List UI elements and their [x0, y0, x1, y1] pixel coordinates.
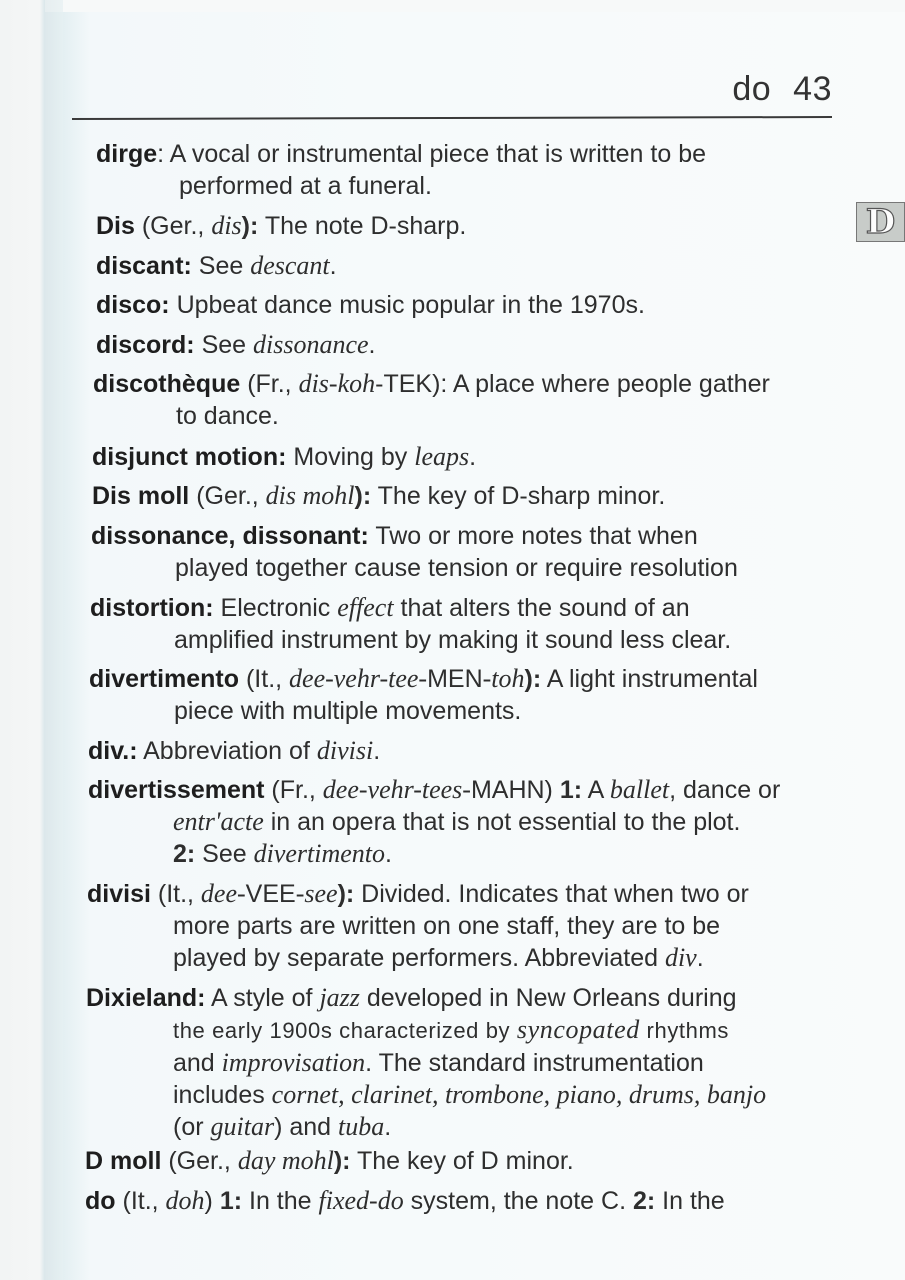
cross-reference: div [664, 943, 697, 972]
entry-term: dissonance, dissonant: [91, 522, 369, 550]
entry-definition-cont: and [173, 1049, 222, 1077]
entry-do [85, 1185, 725, 1217]
entry-definition: A [582, 776, 610, 804]
entry-definition: , dance or [669, 776, 781, 804]
punct: ): [333, 1147, 351, 1175]
entry-definition-cont: includes [173, 1081, 272, 1109]
entry-pronunciation-stress: MEN [427, 665, 483, 693]
entry-pronunciation-stress: -TEK): [375, 370, 448, 398]
entry-dissonance [91, 520, 738, 584]
entry-definition: The note D-sharp. [258, 212, 467, 240]
entry-disjunct-motion [92, 441, 476, 473]
entry-definition-cont: played together cause tension or require resolution [175, 554, 738, 582]
entry-definition: A style of [205, 984, 320, 1012]
sense-number: 2: [632, 1187, 656, 1215]
entry-definition-cont: amplified instrument by making it sound less clear. [174, 626, 732, 654]
entry-divertissement [88, 774, 780, 870]
entry-divertimento [89, 663, 758, 727]
entry-dis [96, 210, 466, 242]
guide-word: do [732, 70, 772, 108]
punct: . [696, 944, 704, 972]
entry-definition-cont: played by separate performers. Abbreviated [173, 944, 665, 972]
entry-div [88, 735, 380, 767]
cross-reference: syncopated [516, 1015, 640, 1044]
punct: ): [524, 665, 542, 693]
cross-reference: guitar [210, 1112, 275, 1141]
entry-definition: developed in New Orleans during [359, 984, 737, 1012]
entry-pronunciation: dee-vehr-tees- [322, 775, 471, 804]
entry-pronunciation: dis mohl [265, 481, 355, 510]
entry-dixieland [86, 982, 766, 1143]
entry-definition: Moving by [286, 443, 415, 471]
entry-definition: See [191, 252, 251, 280]
entry-definition-cont: the early 1900s characterized by [173, 1018, 517, 1043]
entry-discant [96, 250, 337, 282]
punct: ): [337, 880, 355, 908]
entry-definition: that alters the sound of an [393, 594, 690, 622]
entry-definition: In the [655, 1187, 725, 1215]
punct: ): [354, 482, 372, 510]
entry-definition: Upbeat dance music popular in the 1970s. [169, 291, 645, 319]
cross-reference: ballet [609, 775, 670, 804]
cross-reference: effect [337, 593, 394, 622]
entry-term: divertissement [88, 776, 265, 804]
entry-definition: Divided. Indicates that when two or [354, 880, 749, 908]
entry-language: (It., [115, 1187, 166, 1215]
entry-definition-cont: piece with multiple movements. [174, 697, 522, 725]
entry-definition-cont: performed at a funeral. [179, 172, 432, 200]
punct: . [329, 252, 337, 280]
sense-number: 2: [173, 840, 196, 868]
entry-pronunciation: dis-koh [298, 369, 376, 398]
entry-term: D moll [85, 1147, 162, 1175]
section-thumb-tab: D [856, 202, 905, 242]
cross-reference: entr'acte [173, 807, 264, 836]
punct: . [469, 443, 477, 471]
cross-reference: divertimento [253, 839, 386, 868]
entry-pronunciation: dee- [200, 879, 246, 908]
cross-reference: jazz [319, 983, 360, 1012]
entry-definition: : A vocal or instrumental piece that is written to be [157, 140, 707, 168]
cross-reference: improvisation [221, 1048, 366, 1077]
page-number: 43 [793, 70, 832, 108]
entry-term: do [85, 1187, 116, 1215]
entry-term: divertimento [89, 665, 240, 693]
entry-pronunciation: day mohl [237, 1146, 334, 1175]
punct: ) [204, 1187, 213, 1215]
entry-term: disjunct motion: [92, 443, 287, 471]
entry-term: distortion: [90, 594, 214, 622]
entry-term: discord: [96, 331, 195, 359]
entry-pronunciation: dis [211, 211, 242, 240]
entry-definition: A place where people gather [447, 370, 770, 398]
entry-definition: The key of D minor. [350, 1147, 574, 1175]
punct: ): [241, 212, 259, 240]
entry-d-moll [85, 1145, 574, 1177]
entry-pronunciation: -see [295, 879, 338, 908]
entry-definition-cont: in an opera that is not essential to the plot. [263, 808, 741, 836]
entry-discotheque [93, 368, 770, 432]
cross-reference: cornet, clarinet, trombone, piano, drums, banjo [271, 1080, 767, 1109]
entry-definition: system, the note C. [403, 1187, 633, 1215]
entry-language: (Fr., [240, 370, 299, 398]
entry-divisi [87, 878, 749, 974]
entry-language: (It., [150, 880, 201, 908]
entry-term: disco: [96, 291, 170, 319]
entry-term: discant: [96, 252, 192, 280]
running-header [732, 70, 832, 109]
cross-reference: leaps [414, 442, 470, 471]
punct: . [368, 331, 376, 359]
entry-definition-cont: to dance. [176, 402, 279, 430]
entry-language: (It., [239, 665, 290, 693]
page-top-edge [45, 0, 905, 12]
entry-pronunciation-stress: VEE [245, 880, 296, 908]
cross-reference: descant [250, 251, 330, 280]
entry-language: (Ger., [141, 212, 212, 240]
cross-reference: fixed-do [318, 1186, 404, 1215]
entry-dirge [96, 138, 706, 202]
entry-pronunciation: -toh [482, 664, 525, 693]
punct: . [385, 840, 392, 868]
entry-pronunciation: dee-vehr-tee- [289, 664, 428, 693]
entry-definition-cont: ) and [274, 1113, 339, 1141]
entry-term: Dixieland: [86, 984, 206, 1012]
entry-language: (Ger., [161, 1147, 238, 1175]
entry-term: divisi [87, 880, 151, 908]
cross-reference: tuba [338, 1112, 385, 1141]
entry-definition: See [194, 331, 253, 359]
entry-definition: In the [242, 1187, 319, 1215]
entry-term: dirge [96, 140, 158, 168]
entry-term: Dis [96, 212, 135, 240]
sense-number: 1: [212, 1187, 243, 1215]
entry-language: (Fr., [264, 776, 323, 804]
entry-pronunciation-stress: MAHN) [470, 776, 553, 804]
entry-definition: Two or more notes that when [368, 522, 698, 550]
entry-pronunciation: doh [165, 1186, 205, 1215]
cross-reference: divisi [316, 736, 374, 765]
sense-number: 1: [552, 776, 583, 804]
entry-distortion [90, 592, 731, 656]
entry-definition-cont: . The standard instrumentation [365, 1049, 704, 1077]
binding-margin [45, 0, 63, 1280]
header-rule [72, 116, 832, 120]
entry-definition-cont: (or [173, 1113, 211, 1141]
entry-definition-cont: See [195, 840, 254, 868]
entry-definition: A light instrumental [541, 665, 758, 693]
entry-definition: The key of D-sharp minor. [371, 482, 666, 510]
entry-term: div.: [88, 737, 138, 765]
entry-discord [96, 329, 376, 361]
entry-definition: Electronic [213, 594, 338, 622]
entry-language: (Ger., [189, 482, 266, 510]
entry-dis-moll [92, 480, 665, 512]
entry-term: discothèque [93, 370, 241, 398]
punct: . [384, 1113, 392, 1141]
entry-term: Dis moll [92, 482, 190, 510]
punct: . [373, 737, 381, 765]
entry-disco [96, 289, 645, 321]
entry-definition: Abbreviation of [137, 737, 317, 765]
entry-definition-cont: rhythms [639, 1018, 729, 1043]
entry-definition-cont: more parts are written on one staff, they are to be [173, 912, 721, 940]
cross-reference: dissonance [253, 330, 369, 359]
